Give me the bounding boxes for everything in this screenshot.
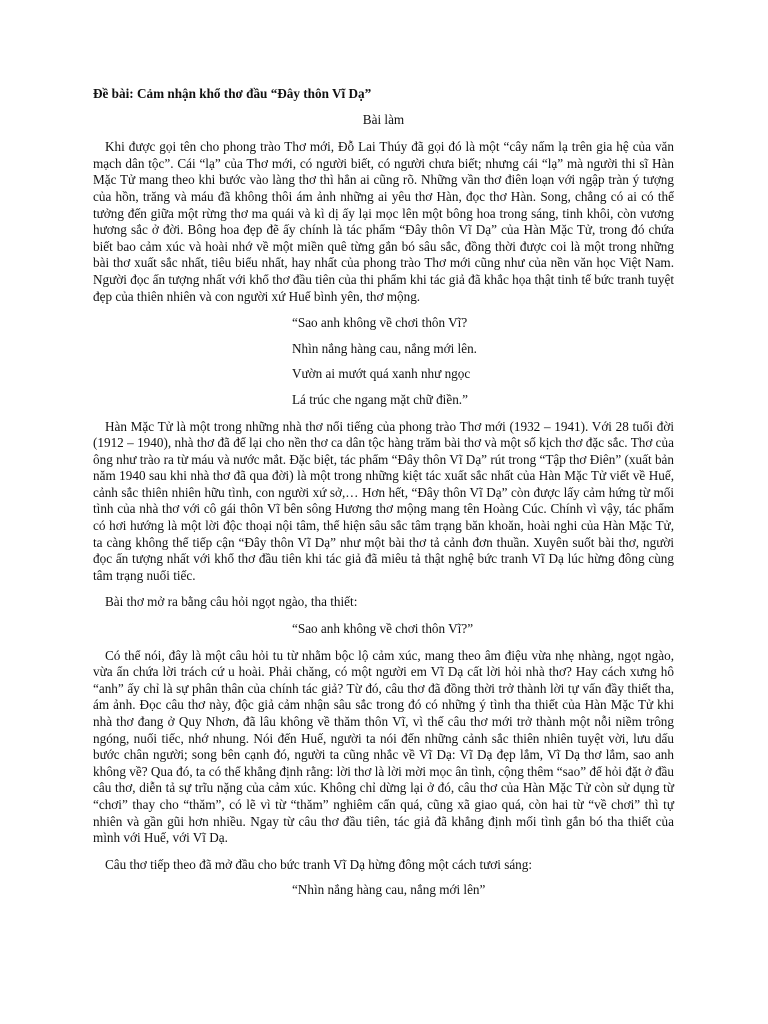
poem-stanza (93, 315, 674, 408)
paragraph-author: Hàn Mặc Tử là một trong những nhà thơ nổi tiếng của phong trào Thơ mới (1932 – 1941). Với 28 tuổi đời (1912 – 1940), nhà thơ đã để lại cho nền thơ ca dân tộc hàng trăm bài thơ và một số kịch thơ đặc sắc. Thơ của ông như trào ra từ máu và nước mắt. Đặc biệt, tác phẩm “Đây thôn Vĩ Dạ” rút trong “Tập thơ Điên” (xuất bản năm 1940 sau khi nhà thơ đã qua đời) là một trong những kiệt tác xuất sắc nhất của Hàn Mặc Tử viết về Huế, cảnh sắc thiên nhiên hữu tình, con người xứ sở,… Hơn hết, “Đây thôn Vĩ Dạ” còn được lấy cảm hứng từ mối tình của nhà thơ với cô gái thôn Vĩ bên sông Hương thơ mộng mang tên Hoàng Cúc. Chính vì vậy, tác phẩm có hơi hướng là một lời độc thoại nội tâm, thể hiện sâu sắc tâm trạng băn khoăn, hoài nghi của Hàn Mặc Tử, ta càng không thể tiếp cận “Đây thôn Vĩ Dạ” như một bài thơ tả cảnh đơn thuần. Xuyên suốt bài thơ, người đọc ấn tượng nhất với khổ thơ đầu tiên khi tác giả đã miêu tả thật nghệ bức tranh Vĩ Dạ lúc hừng đông cùng tâm trạng nuối tiếc. (93, 418, 674, 583)
paragraph-opening: Bài thơ mở ra bằng câu hỏi ngọt ngào, tha thiết: (105, 594, 358, 610)
essay-title: Đề bài: Cảm nhận khổ thơ đầu “Đây thôn Vĩ Dạ” (93, 86, 372, 101)
document-page (93, 86, 674, 909)
paragraph-intro: Khi được gọi tên cho phong trào Thơ mới, Đỗ Lai Thúy đã gọi đó là một “cây nấm lạ trên gia hệ của văn mạch dân tộc”. Cái “lạ” của Thơ mới, có người biết, có người chưa biết; nhưng cái “lạ” mà người thi sĩ Hàn Mặc Tử mang theo khi bước vào làng thơ thì hẳn ai cũng rõ. Những vần thơ điên loạn với ngập tràn ý tượng của hồn, trăng và máu đã không thôi ám ảnh những ai yêu thơ Hàn, đọc thơ Hàn. Song, chẳng có ai có thể tưởng đến giữa một rừng thơ ma quái và kì dị ấy lại mọc lên một bông hoa trong sáng, tinh khôi, còn vương hương sắc ở đời. Bông hoa đẹp đẽ ấy chính là tác phẩm “Đây thôn Vĩ Dạ” của Hàn Mặc Tử, trong đó chứa biết bao cảm xúc và hoài nhớ về một miền quê từng gắn bó sâu sắc, đồng thời được coi là một trong những bài thơ xuất sắc nhất, tiêu biểu nhất, hay nhất của phong trào Thơ mới cũng như của nền văn học Việt Nam. Người đọc ấn tượng nhất với khổ thơ đầu tiên của thi phẩm khi tác giả đã khắc họa thật tinh tế bức tranh tuyệt đẹp của thiên nhiên và con người xứ Huế bình yên, thơ mộng. (93, 139, 674, 304)
poem-line: Vườn ai mướt quá xanh như ngọc (292, 366, 471, 382)
paragraph-analysis: Có thể nói, đây là một câu hỏi tu từ nhằm bộc lộ cảm xúc, mang theo âm điệu vừa nhẹ nhàng, ngọt ngào, vừa ẩn chứa lời trách cứ u hoài. Phải chăng, có một người em Vĩ Dạ cất lời hỏi nhà thơ? Hay cách xưng hô “anh” ấy chỉ là sự phân thân của chính tác giả? Từ đó, câu thơ đã đồng thời trở thành lời tự vấn đầy thiết tha, ám ảnh. Đọc câu thơ này, độc giả cảm nhận sâu sắc trong đó có những ý tình tha thiết của Hàn Mặc Tử khi nhà thơ đang ở Quy Nhơn, đã lâu không về thăm thôn Vĩ, vì thế câu thơ mới trở thành một nỗi niềm trông ngóng, nuối tiếc, nhớ nhung. Nói đến Huế, người ta nói đến những cảnh sắc thiên nhiên tuyệt vời, lưu dấu bước chân người; song bên cạnh đó, người ta cũng nhắc về Vĩ Dạ: Vĩ Dạ đẹp lắm, Vĩ Dạ thơ lắm, sao anh không về? Qua đó, ta có thể khẳng định rằng: lời thơ là lời mời mọc ân tình, cộng thêm “sao” để hỏi đặt ở đầu câu thơ, diễn tả sự trĩu nặng của cảm xúc. Không chỉ dừng lại ở đó, câu thơ của Hàn Mặc Tử còn sử dụng từ “chơi” thay cho “thăm”, có lẽ vì từ “thăm” nghiêm cẩn quá, cũng xã giao quá, còn hai từ “về chơi” thì tự nhiên và gần gũi hơn nhiều. Ngay từ câu thơ đầu tiên, tác giả đã khẳng định mối tình gắn bó tha thiết của mình với Huế, với Vĩ Dạ. (93, 647, 674, 846)
poem-line: “Nhìn nắng hàng cau, nắng mới lên” (292, 882, 486, 898)
poem-quote (93, 882, 674, 899)
poem-quote (93, 621, 674, 638)
essay-subtitle: Bài làm (362, 111, 405, 127)
poem-line: “Sao anh không về chơi thôn Vĩ? (292, 315, 468, 331)
paragraph-next: Câu thơ tiếp theo đã mở đầu cho bức tranh Vĩ Dạ hừng đông một cách tươi sáng: (105, 856, 533, 872)
poem-line: “Sao anh không về chơi thôn Vĩ?” (292, 621, 474, 637)
poem-line: Nhìn nắng hàng cau, nắng mới lên. (292, 340, 477, 356)
poem-line: Lá trúc che ngang mặt chữ điền.” (292, 391, 468, 407)
